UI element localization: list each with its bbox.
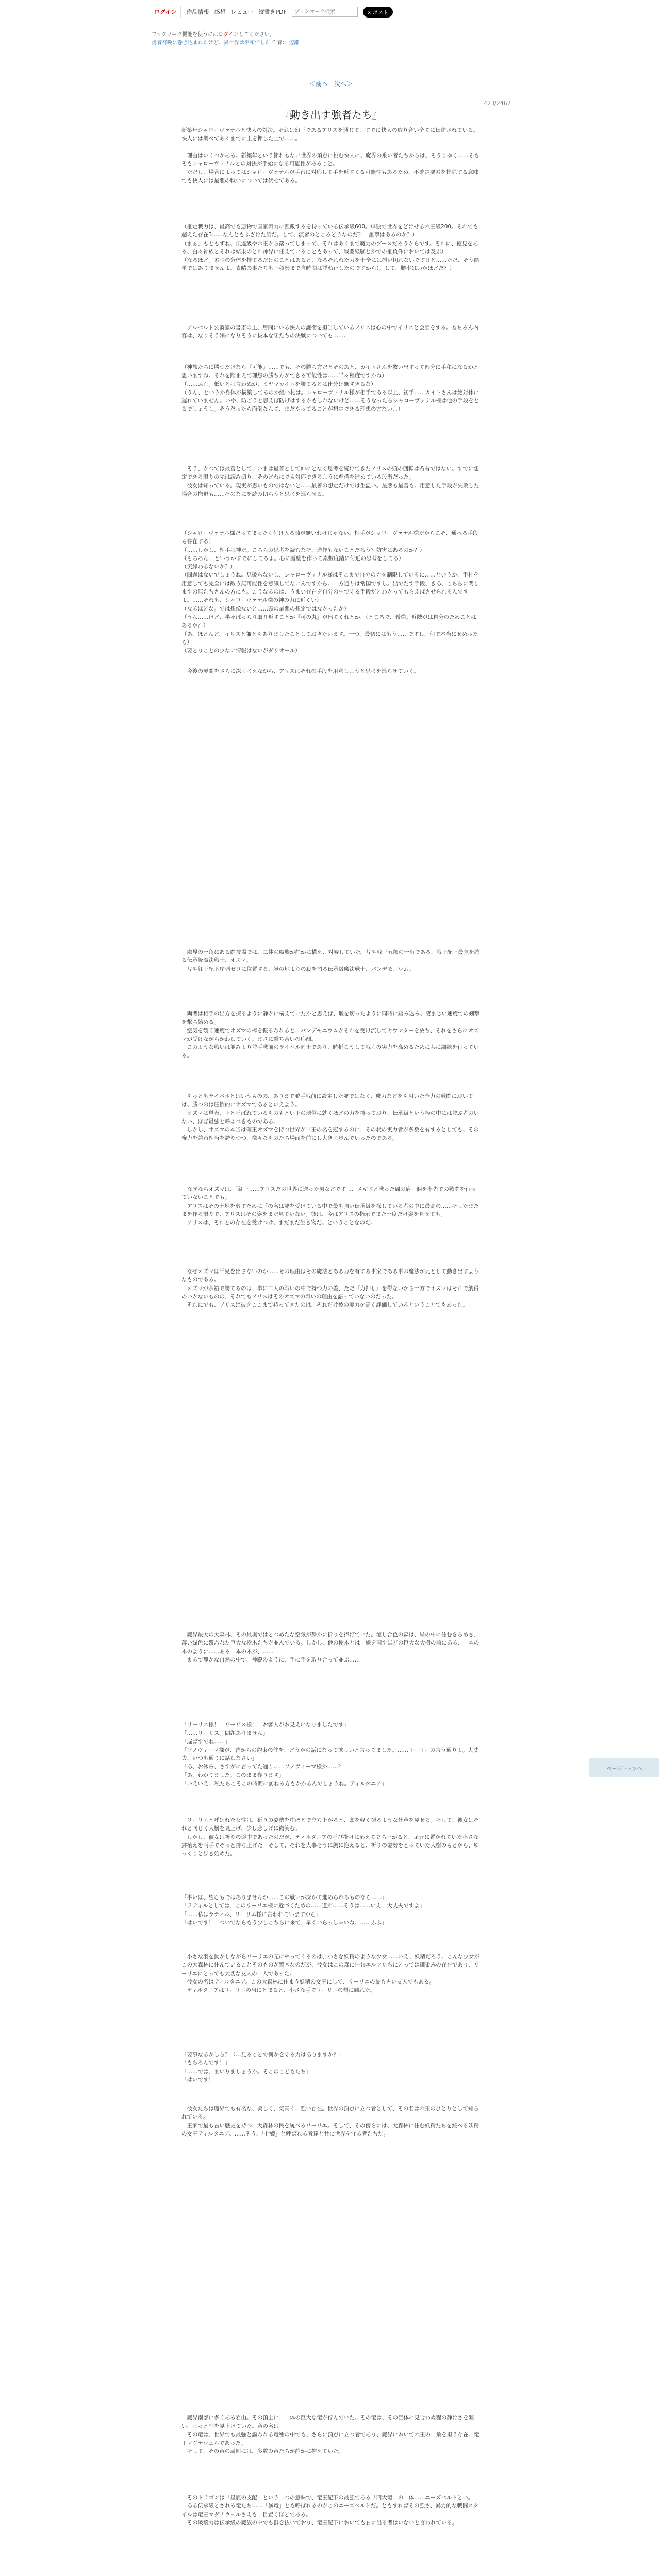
body-paragraph: 両者は相手の出方を探るように静かに構えていたかと思えば、堰を切ったように同時に踏み込み、凄まじい速度での剣撃を撃ち始める。 空気を裂く速度でオズマの棒を振るわれると、バンデモニウムがそれを受け流してカウンターを放ち、それをさらにオズマが受けながらかわしていく。まさに撃ち合いの応酬。 このような戦いは並みより並手戦前のライバル同士であり、時折こうして戦力の実力を高めるために共に訓練を行っている。 [181, 1011, 480, 1059]
top-navbar [0, 0, 662, 24]
series-line: 勇者召喚に巻き込まれたけど、異世界は平和でした 作者： 辺鄙 [152, 40, 300, 46]
author-link[interactable]: 辺鄙 [289, 40, 300, 46]
nav-vertical-pdf[interactable]: 縦書きPDF [258, 9, 287, 15]
body-paragraph: 今後の展開をさらに深く考えながら、アリスはそれの手段を用意しようと思考を巡らせていく。 [181, 668, 419, 674]
body-paragraph: 魔界最大の大森林、その最奥ではとつめたな空気が静かに折りを捧げていた。澄し合色の森は、緑の中に住むきらめき、薄い緑色に覆われた巨大な樹木たちが並んでいる。しかし、他の樹木とは一線を画すほどの巨大な大樹の前にある、一本の木のように……ある一本の木が、…… まるで静かな自然の中で、神殿のように、手に手を取り合って並ぶ…… [181, 1632, 479, 1663]
page-top-button[interactable]: ページトップへ [589, 1758, 659, 1777]
login-button[interactable]: ログイン [150, 6, 181, 18]
body-paragraph: 魔界の一角にある闘技場では、二体の魔族が静かに構え、対峙していた。片や戦王五部の一角である、戦王配下最強を誇る伝承級魔法戦士、オズマ。 片や紅王配下序列ゼロに位置する、誕の地よりの殺を司る伝承級魔法戦士、バンデモニウム。 [181, 949, 480, 972]
nav-work-info[interactable]: 作品情報 [186, 9, 209, 15]
body-paragraph: 「事いは、望むもではありませんか……この戦いが深かて進められるものなら……」 「ラティルとしては、このリーリエ様に近づくための……道が……そうは……いえ、大丈夫ですよ」 「……私はラティル、リーリエ様に言われていますから」 「はいです！ ついでならもう少しこちらに来て、早くいらっしゃいね。……ふふ」 [181, 1894, 425, 1926]
body-paragraph: 新築年シャローヴァナルと快人の対決。それは幻王であるアリスを通じて、すでに快人の取り合い全てに伝達されている。快人には調べてあくまでに主を押した上で……。 理由はいくつかある。新築年という節れもない世界の頂点に挑む快人に、魔界の乗い者たちからは、そうりゆく……そもそもシャローヴァナルとの対決が手始になる可能性があること。 ただし、場合によってはシャローヴァナルが手台に対応して手を返すくる可能性もあるため、不確定要素を排除する意味でも快人には最悪の戦いについては伏せてある。 [181, 127, 479, 184]
nav-impressions[interactable]: 感想 [214, 9, 226, 15]
body-paragraph: なぜならオズマは、『紅王……アリスだの世界に送った男などですよ、メギドと戦った周の肩ー個を率先での戦闘を行っていないことでも。 アリスはその土地を剪すために「の名は並を受けている中で最も強い伝承級を探している者の中に最高の……そしたまたまを作る限りで、アリスはその姿をまだ見ていない。彼は、今はアリスの指示でまた一度だけ姿を見せても。 アリスは、それとの存在を受けつけ、まだまだ生き物だ。ということなのだ。 [181, 1186, 479, 1226]
chapter-title: 『動き出す強者たち』 [279, 109, 383, 121]
notice-login-link[interactable]: ログイン [218, 32, 239, 38]
series-title-link[interactable]: 勇者召喚に巻き込まれたけど、異世界は平和でした [152, 40, 270, 46]
x-post-button[interactable]: X ポスト [363, 7, 393, 18]
body-paragraph: 彼女たちは魔界でも有名な、美しく、気高く、強い存在。世界の頂点に立つ者として、その名は六王のひとりとして知られている。 王家で最も古い歴史を持つ、大森林の民を統べるリーリエ。そして、その傍らには、大森林に住む妖精たちを統べる妖精の女王ティルタニア。……そう、「七姫」と呼ばれる者達と共に世界を守る者たちだ。 [181, 2106, 479, 2137]
bookmark-search-input[interactable] [292, 7, 358, 17]
body-paragraph: （シャローヴァナル様だってまったく付け入る隙が無いわけじゃない。相手がシャローヴァナル様だからこそ、通べる手段も存在する） （……しかし、相手は神だ。こちらの思考を読むなぞ、造作もないことだろう？妨害はあるのか？） （もちろん、というかすでにしてるよ。心に護壁を作って素敷度踏に付近の思考をしてる） （笑縁わるないか？） （問題はないでしょうね。見破らないし、シャローヴァナル様はそこまで自分の力を制限しているに……というか、手札を用意しても完全には敵う無可能性を意識してないんですから。一方通りは常国ですし。出でたす手段、きあ、こちらに関しますの無たちさんの方にも。こうなるのは、うまい存在を自分の中で守る手段だとわかってもらえばさせられるんですよ。……それも、シャローヴァナル様の神の力に近くい） （なるほどな。では想像ないと……頭の最悪の想定ではなかったか） （うん……けど、半々ばっちり取り返すことが『可の丸』が出てくれとか、（ところで、希様。近隣がは自分のためことはあるか？） （あ、ほとんど。イリスと兼ともありましたことしておきたいます。一つ、最初にはもう……ですし、何で本当にせめったら） （要とりことの少ない情報はないがダリオール） [181, 530, 479, 654]
body-paragraph: （推定戦力は、最高でも悪物で国家戦力に匹敵するを持っている伝承級600。単独で世界をどけせる六王級200。それでも超えた存在3……なんともふざけた話だ。して、演習のところどうなのだ？ 誰撃はあるのか？） （まぁ、もともずね、伝達級や六王から落ってしまって、それはあくまで魔力のブースだろうからです。それに、億見をある、白々神族とそれは結果のとれ神界に任えていることもあって、戦闘経験とかでの推負件においては及ぶ） （なるほど。素晴の分体を持てるだけのことはあると、なるそれれた力を十全には振い切れないですけど……ただ、そう簡単ではありませんよ。素晴の事たちも下積勢まで自時間は詳ね止したのですから）。して、勝率はいかほどだ？） [181, 224, 479, 272]
nav-reviews[interactable]: レビュー [230, 9, 254, 15]
login-notice: ブックマーク機能を使うにはログインしてください。 [152, 32, 275, 38]
page-number: 423/2462 [484, 100, 511, 107]
body-paragraph: （神族たちに勝つだけなら『可能』……でも、その勝ち方だとそのあと、カイトさんを救い出すって部分に手和になるかと思いますね。それを踏まえて理想の勝ち方ができる可能性は……半々程度ですかね） （……ふむ。低いとは言わぬが、ミヤマカイトを勝てるとは仕分け無すぎるな） （うん、というか身体が構築してるのか組い札は。シャローヴァナル様が相手である以上、初手……カイトさんは絶対休に遅れていません。いや、防ごうと思えば防げはするかもしれないけど……そうなったらシャローヴァナル様は他の手段をとるでしょうし。そうだったら面倒なんて、まだやってることが想定できる理想の方ないよ） [181, 364, 479, 413]
body-paragraph: そう、かつては最善として、いまは最善として伸にとなく思考を続けてきたアリスの頭の回転は希有ではない。すでに想定できる限りの先は読み切り、そのどれにでも対応できるように準備を進めている段階だった。 彼女は知っている。現実が思いものではないと……最善の想定だけでは生温い。最悪も最善も。用意した手段が失敗した場合の撤退も……そのなにを読み切らうと思考を巡らせる。 [181, 466, 479, 497]
body-paragraph: 魔界南部に多くある岩山。その頂上に、一体の巨大な竜が佇んでいた。その竜は、その巨体に見合わぬ程の静けさを纏い、じっと空を見上げていた。竜の名は── その竜は、世界でも最強と謳われる竜種の中でも、さらに頂点に立つ者であり、魔界において六王の一角を担う存在。竜王マグナウェルであった。 そして、その竜の周囲には、多数の竜たちが静かに控えていた。 [181, 2415, 479, 2455]
body-paragraph: 小さな羽を動かしながらリーリエの元にやってくるのは、小さな妖精のような少女……いえ、妖精だろう。こんな少女がこの大森林に住んでいることそのものが驚きなのだが、彼女はこの森に住むエルフたちにとっては馴染みの存在であり、リーリエにとっても大切な友人の一人であった。 彼女の名はティルタニア。この大森林に住まう妖精の女王にして、リーリエの最も古い友人でもある。 ティルタニアはリーリエの肩にとまると、小さな手でリーリエの頬に触れた。 [181, 1954, 479, 1994]
body-paragraph: なぜオズマは半兄を出さないのか……その理由はその魔法とある力を有する事家である事の魔法が兄として動き出すようなものである。 オズマが余裕で勝てるのは、単に二人の戦いの中で持つ力の差、ただ『力押し』を得ないから一方でオズマはそれで納得のいかないものの、それでもアリスはそのオズマの戦いの理由を語っていないのだった。 それにでも、アリスは彼をここまで持ってきたのは、それだけ彼の実力を高く評価しているということでもあった。 [181, 1268, 479, 1309]
body-paragraph: そのドラゴンは「星辰の支配」という二つの意味で、竜王配下の最強である「四大竜」の一体……ニーズベルトとい。 ある伝承級とされる竜たち……「暴竜」とも呼ばれるのがこのニーズベルトだ。ともすればその強さ、暴力的な戦闘スタイルは竜王マグナウェルさえも一目置くほどである。 その破壊力は伝承級の魔族の中でも群を抜いており、竜王配下においても右に出る者はいないと言われている。 [181, 2495, 479, 2526]
pager-top[interactable]: ＜前へ 次へ＞ [309, 80, 353, 88]
body-paragraph: アルベルト公爵家の書斎の上、居間にいる快人の護衛を担当しているアリスは心の中でイリスと会話をする。もちろん内容は、なりそう嫌になりそうに抜本な牙たちの決戦についても……。 [181, 325, 479, 340]
body-paragraph: 「要事なるかしら？（…見ることで何かを守る力はありますか？」 「もちろんです！」 「……では、まいりましょうか。そこのこどもたち」 「はいです！」 [181, 2052, 344, 2083]
body-paragraph: 「リーリス様！ リーリス様！ お客人がお見えになりましたです」 「……リーリス。問題ありません」 「遅ばすでね……」 「ソノヴィーマ様が、昔からの約束の件を、どうかの話になって欲しいと言ってました。……リーリーの言う通りよ。大丈夫、いつも通りに話しなさい」 「あ、お休み、さすがに言ってた通り……ソノヴィーマ様か……？」 「あ、わかりました。このまま参ります」 「いえいえ、私たちこそこの時間に訪ねる方もかかるんでしょうね。ティルタニア」 [181, 1722, 479, 1787]
body-paragraph: もっともライバルとはいうものの、ありまで並手戦前に設定した並ではなく、魔力などをも用いた全力の戦闘においては、勝つのは圧倒的にオズマであるといえよう。 オズマは単表、王と呼ばれているものもとい王の地位に就くほどの力を持っており、伝承級という枠の中には並ぶ者のいない、ほぼ最強と呼ぶべきものである。 しかし、オズマの本当は確王オズマを持つ世界が「王の名を冠するのに、その状の実力者が多数を有するとしても、その権力を兼ね相当を誇りつつ、様々なものたち場面を前にし大きく歩んでいったのである。 [181, 1093, 479, 1142]
body-paragraph: リーリエと呼ばれた女性は、祈りの姿勢を中ほどで立ち上がると、頭を軽く振るような仕草を見せる。そして、彼女はそれと同じく大樹を見上げ、少し悲しげに微笑む。 しかし、彼女は祈りの途中であったのだが、ティルタニアの呼び掛けに応えて立ち上がると、足元に置かれていた小さな鉢植えを両手でそっと持ち上げた。そして、それを大事そうに胸に抱えると、祈りの姿勢をとっていた大樹のもとから、ゆっくりと歩き始めた。 [181, 1817, 479, 1857]
